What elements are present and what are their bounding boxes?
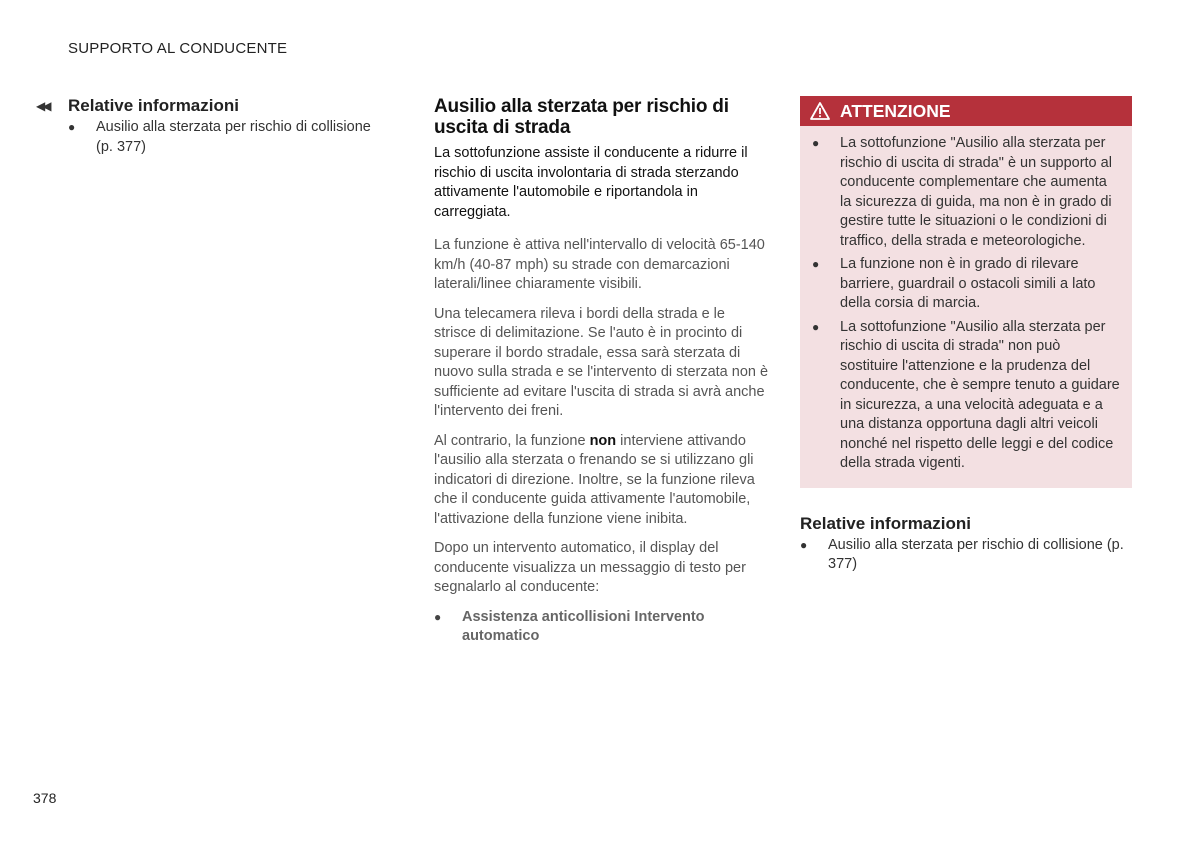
paragraph-camera: Una telecamera rileva i bordi della strada e le strisce di delimitazione. Se l'auto è in procinto di superare il bordo stradale, essa sarà sterzata di nuovo sulla strada e se l'intervento di sterzata non è sufficiente ad evitare l'uscita di strada si avrà anche l'intervento dei freni. (434, 305, 769, 419)
related-info-item[interactable] (36, 118, 388, 157)
bullet-icon: ● (434, 609, 442, 624)
warning-list (800, 126, 1132, 488)
paragraph-display-message: Dopo un intervento automatico, il display del conducente visualizza un messaggio di testo per segnalarlo al conducente: (434, 540, 746, 595)
related-info-link[interactable]: Ausilio alla sterzata per rischio di collisione (p. 377) (96, 119, 371, 155)
bullet-icon: ● (812, 257, 820, 271)
related-info-heading (36, 96, 388, 116)
bullet-icon: ● (812, 136, 820, 150)
related-info-list (800, 536, 1132, 575)
message-list (434, 608, 770, 647)
right-column (800, 96, 1132, 575)
section-title: Ausilio alla sterzata per rischio di uscita di strada (434, 96, 729, 138)
warning-item (800, 318, 1122, 474)
warning-item (800, 134, 1122, 251)
bullet-icon: ● (800, 537, 808, 552)
warning-text: La sottofunzione "Ausilio alla sterzata per rischio di uscita di strada" non può sostituire l'attenzione e la prudenza del conducente, che è sempre tenuto a guidare in sicurezza, a una velocità adeguata e a una distanza opportuna dagli altri veicoli nonché nel rispetto delle leggi e del codice della strada vigenti. (840, 318, 1120, 471)
related-info-item[interactable] (800, 536, 1132, 575)
message-item (434, 608, 770, 647)
related-info-title: Relative informazioni (800, 513, 971, 533)
related-info-link[interactable]: Ausilio alla sterzata per rischio di collisione (p. 377) (828, 536, 1124, 572)
main-column (434, 96, 770, 647)
left-column (36, 96, 388, 157)
warning-triangle-icon (800, 102, 840, 120)
warning-title: ATTENZIONE (840, 100, 951, 121)
page-number: 378 (33, 790, 57, 806)
related-info-section (800, 514, 1132, 575)
warning-item (800, 255, 1122, 314)
back-arrows-icon[interactable]: ◀◀ (36, 99, 49, 113)
related-info-title: Relative informazioni (68, 96, 239, 115)
paragraph-inhibit-bold: non (589, 432, 617, 449)
warning-text: La sottofunzione "Ausilio alla sterzata per rischio di uscita di strada" è un supporto al conducente complementare che aumenta la sicurezza di guida, ma non è in grado di gestire tutte le situazioni o le condizioni di traffico, della strada e meteorologiche. (840, 135, 1112, 249)
warning-text: La funzione non è in grado di rilevare barriere, guardrail o ostacoli simili a lato della corsia di marcia. (840, 256, 1096, 311)
warning-header (800, 96, 1132, 126)
bullet-icon: ● (812, 319, 820, 334)
paragraph-speed-range: La funzione è attiva nell'intervallo di velocità 65-140 km/h (40-87 mph) su strade con demarcazioni laterali/linee chiaramente visibili. (434, 237, 765, 292)
bullet-icon: ● (68, 120, 76, 134)
related-info-heading (800, 514, 1132, 534)
section-header: SUPPORTO AL CONDUCENTE (68, 40, 288, 57)
warning-box (800, 96, 1132, 488)
paragraph-inhibit-end: interviene attivando l'ausilio alla sterzata o frenando se si utilizzano gli indicatori di direzione. Inoltre, se la funzione rileva che il conducente guida attivamente l'automobile, l'attivazione della funzione viene inibita. (434, 432, 755, 527)
paragraph-inhibit (434, 432, 770, 530)
paragraph-inhibit-start: Al contrario, la funzione (434, 432, 590, 449)
message-text: Assistenza anticollisioni Intervento automatico (462, 608, 705, 644)
intro-paragraph: La sottofunzione assiste il conducente a ridurre il rischio di uscita involontaria di strada sterzando attivamente l'automobile e riportandola in carreggiata. (434, 145, 748, 220)
related-info-list (36, 118, 388, 157)
